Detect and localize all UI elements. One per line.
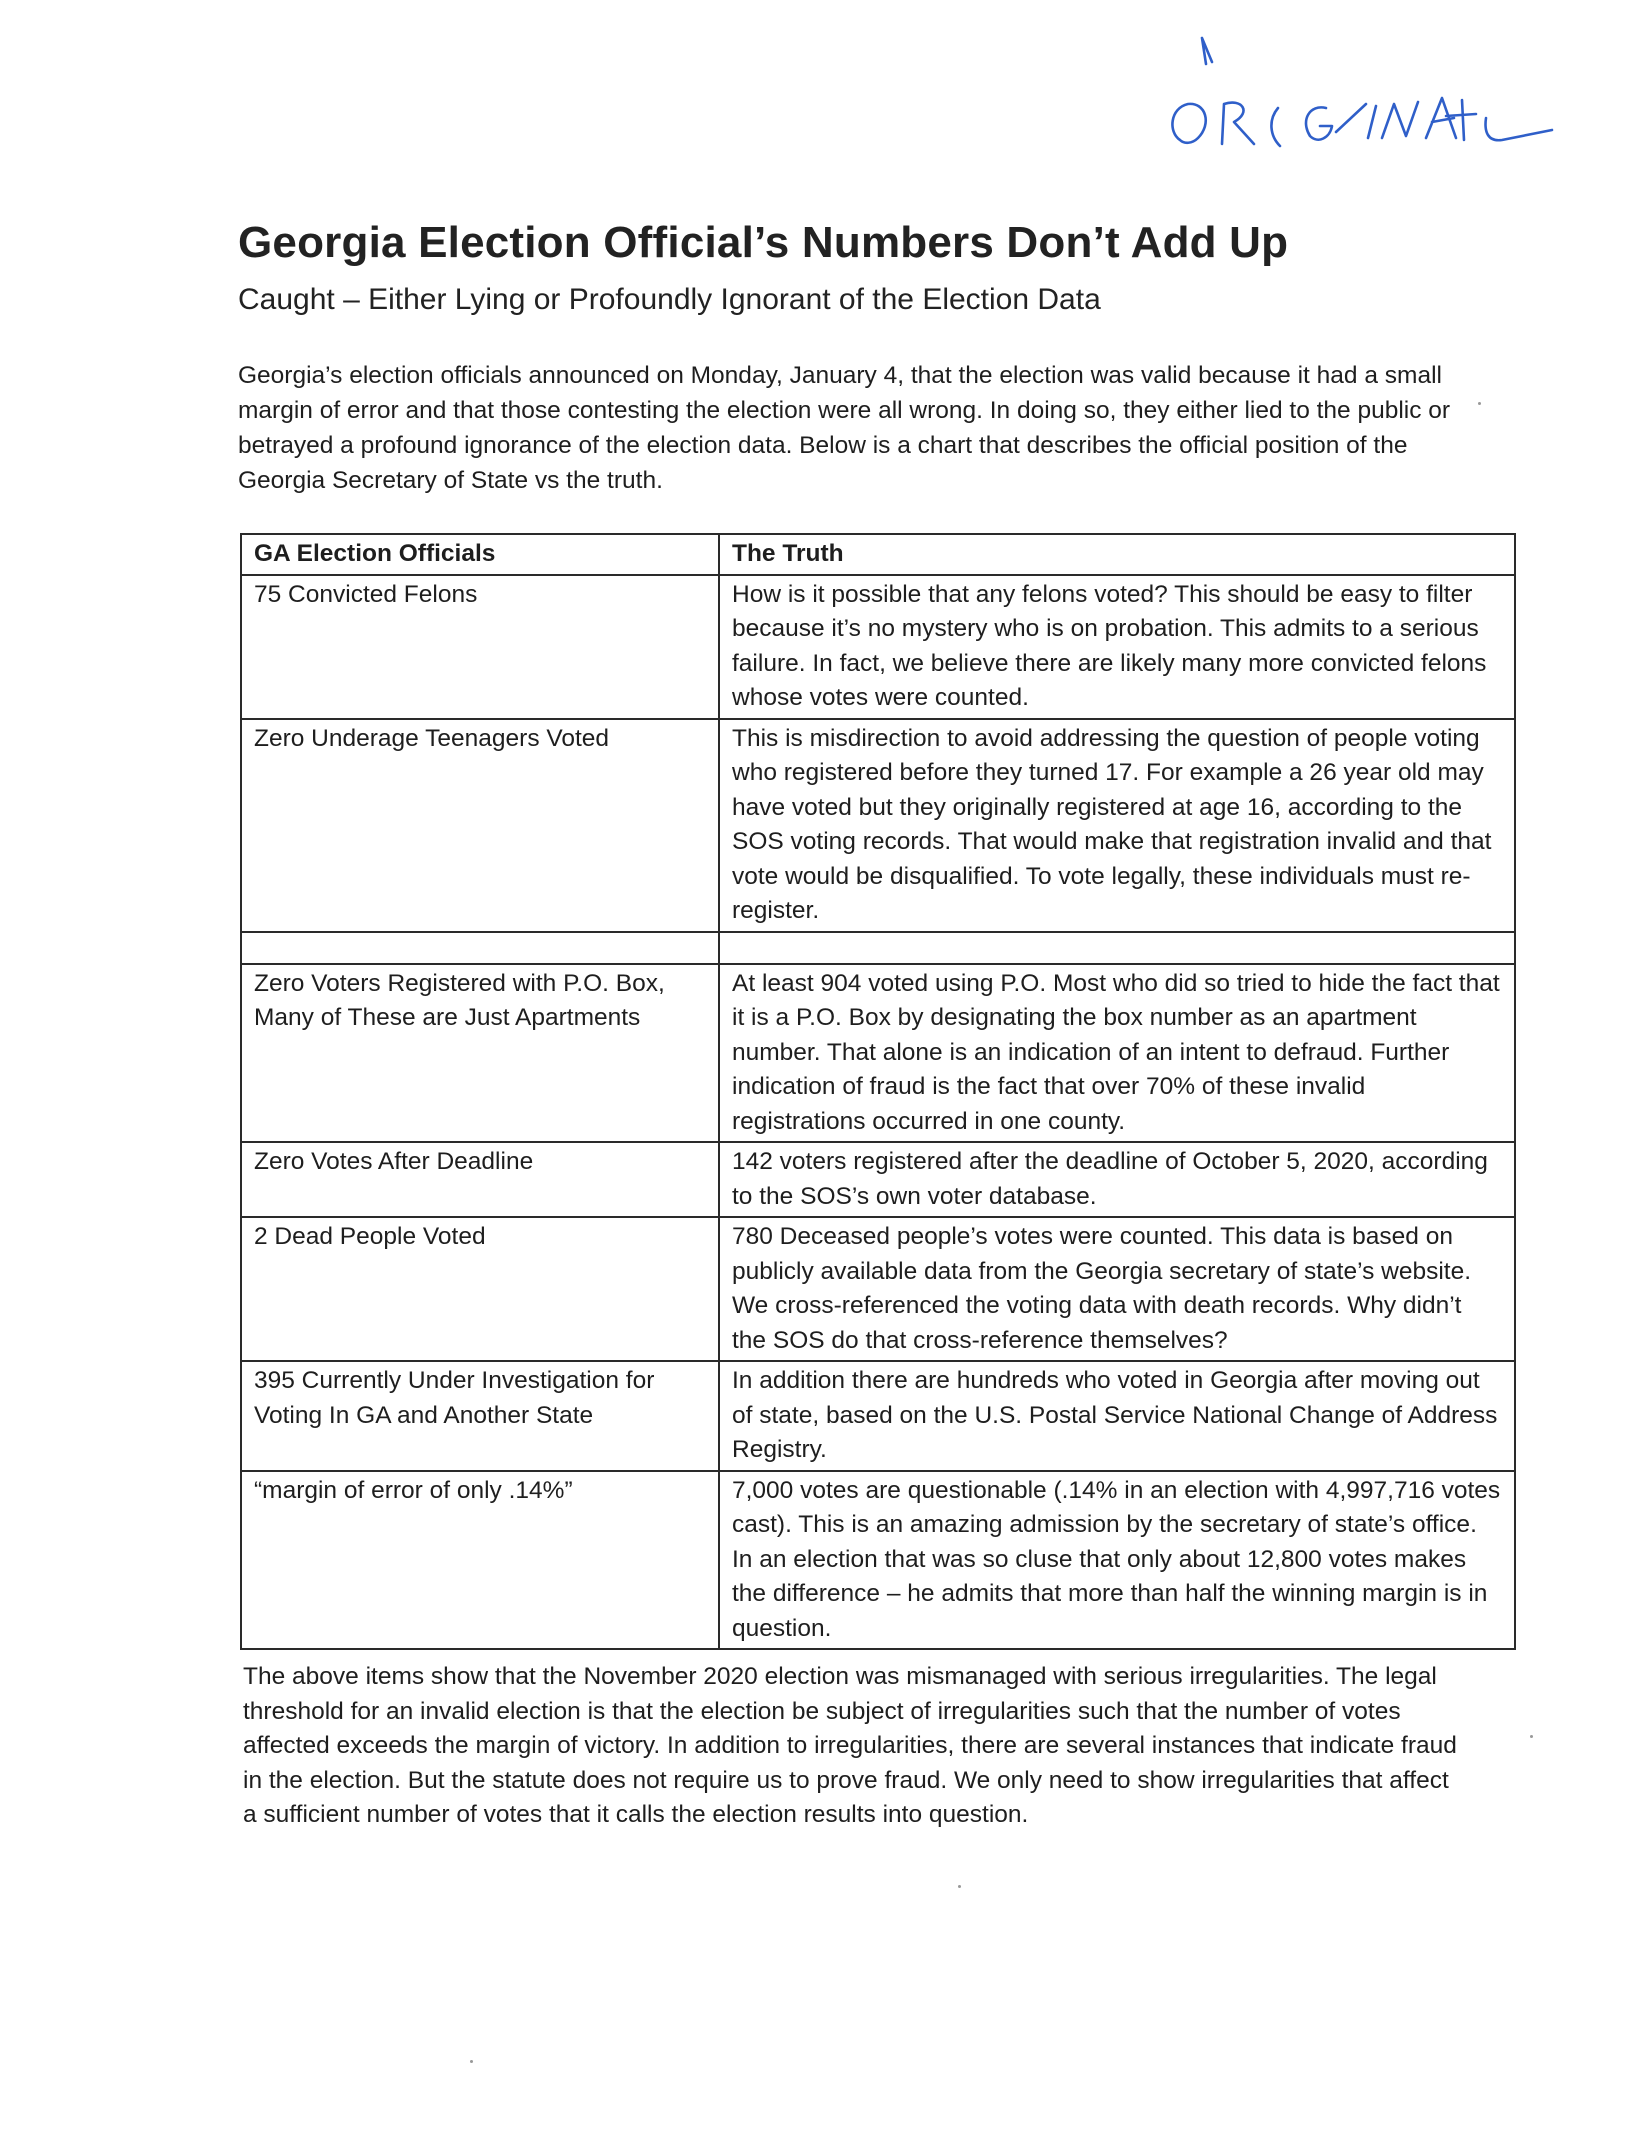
official-claim-cell: “margin of error of only .14%”: [241, 1471, 719, 1650]
truth-cell: In addition there are hundreds who voted in Georgia after moving out of state, based on the U.S. Postal Service National Change of Address Registry.: [719, 1361, 1515, 1471]
official-claim-cell: 75 Convicted Felons: [241, 575, 719, 719]
table-row: [241, 575, 1515, 719]
conclusion-paragraph: The above items show that the November 2020 election was mismanaged with serious irregularities. The legal threshold for an invalid election is that the election be subject of irregularities such that the number of votes affected exceeds the margin of victory. In addition to irregularities, there are several instances that indicate fraud in the election. But the statute does not require us to prove fraud. We only need to show irregularities that affect a sufficient number of votes that it calls the election results into question.: [243, 1663, 1457, 1828]
table-row: [241, 1471, 1515, 1650]
comparison-table: [240, 533, 1516, 1650]
table-row: [241, 719, 1515, 932]
table-row-empty: [241, 932, 1515, 964]
truth-cell: 780 Deceased people’s votes were counted. This data is based on publicly available data from the Georgia secretary of state’s website. We cross-referenced the voting data with death records. Why didn’t the SOS do that cross-reference themselves?: [719, 1217, 1515, 1361]
truth-cell: [719, 932, 1515, 964]
official-claim-cell: 395 Currently Under Investigation for Voting In GA and Another State: [241, 1361, 719, 1471]
column-header-officials: GA Election Officials: [241, 534, 719, 575]
scan-speck: [1530, 1735, 1533, 1738]
truth-cell: How is it possible that any felons voted? This should be easy to filter because it’s no mystery who is on probation. This admits to a serious failure. In fact, we believe there are likely many more convicted felons whose votes were counted.: [719, 575, 1515, 719]
truth-cell: This is misdirection to avoid addressing the question of people voting who registered before they turned 17. For example a 26 year old may have voted but they originally registered at age 16, according to the SOS voting records. That would make that registration invalid and that vote would be disqualified. To vote legally, these individuals must re-register.: [719, 719, 1515, 932]
table-row: [241, 1142, 1515, 1217]
scan-speck: [1478, 402, 1481, 405]
truth-cell: At least 904 voted using P.O. Most who did so tried to hide the fact that it is a P.O. Box by designating the box number as an apartment number. That alone is an indication of an intent to defraud. Further indication of fraud is the fact that over 70% of these invalid registrations occurred in one county.: [719, 964, 1515, 1143]
table-header-row: [241, 534, 1515, 575]
truth-cell: 142 voters registered after the deadline of October 5, 2020, according to the SOS’s own voter database.: [719, 1142, 1515, 1217]
column-header-truth: The Truth: [719, 534, 1515, 575]
official-claim-cell: Zero Votes After Deadline: [241, 1142, 719, 1217]
official-claim-cell: Zero Underage Teenagers Voted: [241, 719, 719, 932]
official-claim-cell: Zero Voters Registered with P.O. Box, Many of These are Just Apartments: [241, 964, 719, 1143]
table-row: [241, 1361, 1515, 1471]
table-row: [241, 1217, 1515, 1361]
scan-speck: [470, 2060, 473, 2063]
truth-cell: 7,000 votes are questionable (.14% in an election with 4,997,716 votes cast). This is an amazing admission by the secretary of state’s office. In an election that was so cluse that only about 12,800 votes makes the difference – he admits that more than half the winning margin is in question.: [719, 1471, 1515, 1650]
table-row: [241, 964, 1515, 1143]
page-subtitle: Caught – Either Lying or Profoundly Ignorant of the Election Data: [238, 283, 1101, 316]
official-claim-cell: [241, 932, 719, 964]
official-claim-cell: 2 Dead People Voted: [241, 1217, 719, 1361]
handwritten-original-mark: [1150, 20, 1570, 190]
intro-paragraph: Georgia’s election officials announced on Monday, January 4, that the election was valid because it had a small margin of error and that those contesting the election were all wrong. In doing so, they either lied to the public or betrayed a profound ignorance of the election data. Below is a chart that describes the official position of the Georgia Secretary of State vs the truth.: [238, 362, 1451, 494]
scan-speck: [958, 1885, 961, 1888]
page-title: Georgia Election Official’s Numbers Don’t Add Up: [238, 218, 1289, 267]
